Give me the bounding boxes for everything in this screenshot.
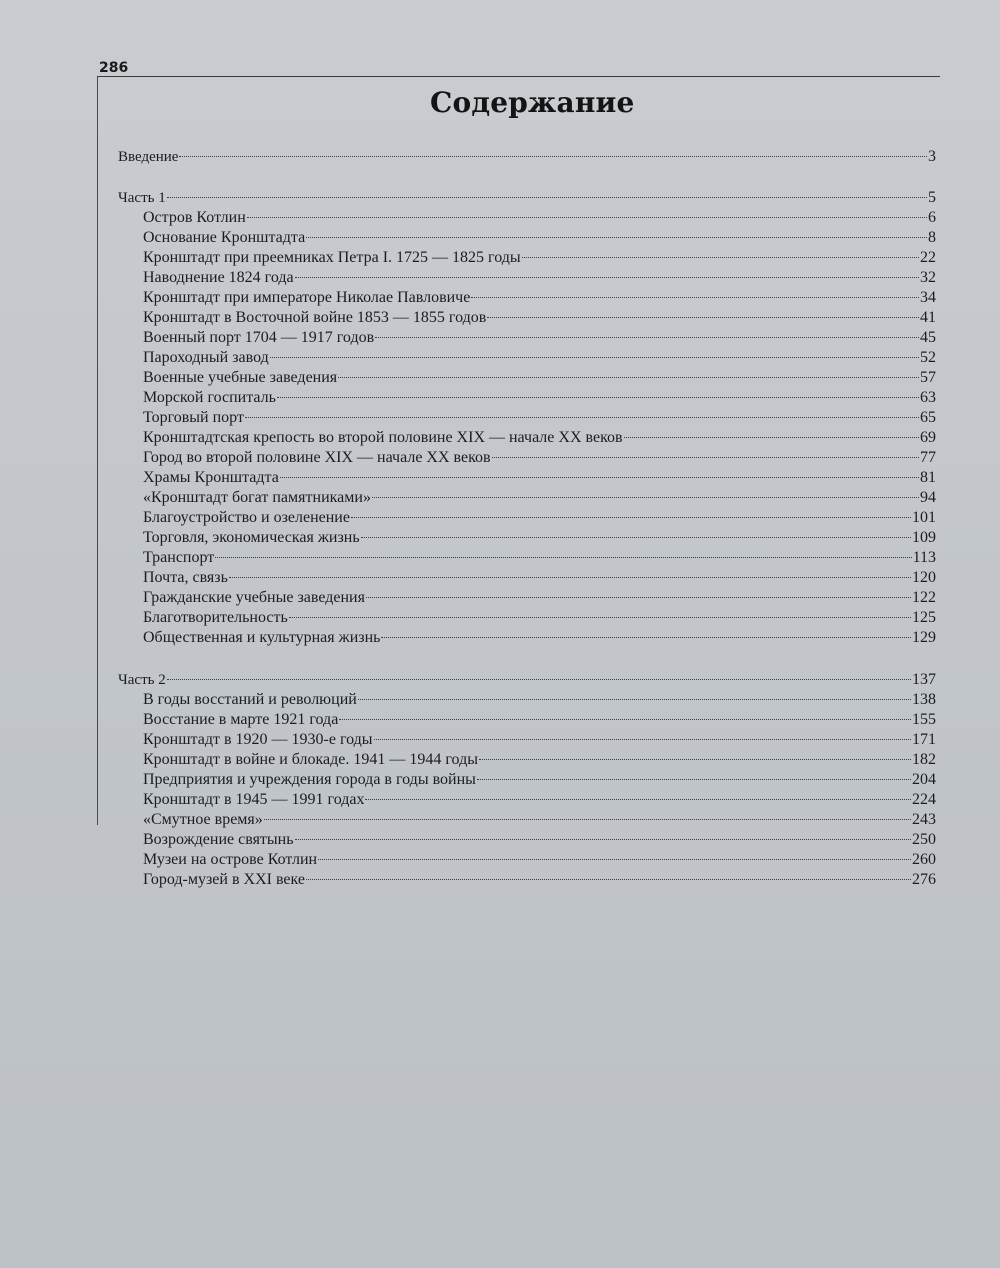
dot-leader xyxy=(361,537,911,538)
toc-entry xyxy=(143,548,936,568)
dot-leader xyxy=(338,377,919,378)
toc-entry xyxy=(143,710,936,730)
toc-entry xyxy=(143,328,936,348)
toc-entry-title: Возрождение святынь xyxy=(143,831,294,848)
page-title: Содержание xyxy=(430,86,635,119)
toc-entry-page: 120 xyxy=(912,569,936,586)
toc-entry-title: Гражданские учебные заведения xyxy=(143,589,365,606)
toc-entry xyxy=(143,870,936,890)
toc-entry xyxy=(143,308,936,328)
toc-entry-page: 63 xyxy=(920,389,936,406)
toc-entry xyxy=(143,628,936,648)
toc-entry xyxy=(143,730,936,750)
dot-leader xyxy=(522,257,919,258)
margin-rule xyxy=(97,77,98,825)
toc-entry xyxy=(143,488,936,508)
toc-entry-page: 3 xyxy=(928,148,936,165)
toc-entry-page: 122 xyxy=(912,589,936,606)
toc-entry xyxy=(143,568,936,588)
toc-entry-title: Общественная и культурная жизнь xyxy=(143,629,381,646)
dot-leader xyxy=(229,577,911,578)
header-rule xyxy=(97,76,940,77)
toc-entry-title: Часть 1 xyxy=(118,190,166,206)
toc-entry-title: Кронштадт в 1920 — 1930-е годы xyxy=(143,731,373,748)
toc-entry-page: 81 xyxy=(920,469,936,486)
toc-entry-title: Благоустройство и озеленение xyxy=(143,509,350,526)
toc-entry xyxy=(143,830,936,850)
dot-leader xyxy=(295,277,919,278)
dot-leader xyxy=(471,297,919,298)
toc-entry-page: 276 xyxy=(912,871,936,888)
dot-leader xyxy=(280,477,919,478)
toc-entry-title: Кронштадт в войне и блокаде. 1941 — 1944 годы xyxy=(143,751,478,768)
toc-entry-title: Военные учебные заведения xyxy=(143,369,338,386)
toc-entry-title: «Кронштадт богат памятниками» xyxy=(143,489,371,506)
dot-leader xyxy=(358,699,911,700)
dot-leader xyxy=(372,497,919,498)
dot-leader xyxy=(381,637,911,638)
toc-entry xyxy=(143,770,936,790)
toc-entry-page: 8 xyxy=(928,229,936,246)
toc-entry-page: 113 xyxy=(912,549,936,566)
toc-entry-page: 32 xyxy=(920,269,936,286)
toc-entry-page: 204 xyxy=(912,771,936,788)
toc-entry-title: Восстание в марте 1921 года xyxy=(143,711,339,728)
toc-entry-title: Наводнение 1824 года xyxy=(143,269,294,286)
toc-entry-title: Транспорт xyxy=(143,549,215,566)
toc-entry xyxy=(143,810,936,830)
toc-entry-page: 250 xyxy=(912,831,936,848)
toc-entry-page: 22 xyxy=(920,249,936,266)
toc-entry xyxy=(143,228,936,248)
dot-leader xyxy=(365,799,911,800)
dot-leader xyxy=(318,859,911,860)
toc-entry xyxy=(143,448,936,468)
dot-leader xyxy=(375,337,919,338)
toc-entry-title: Почта, связь xyxy=(143,569,228,586)
toc-entry-title: Морской госпиталь xyxy=(143,389,276,406)
toc-entry xyxy=(143,468,936,488)
toc-entry xyxy=(143,528,936,548)
toc-entry xyxy=(143,588,936,608)
toc-entry xyxy=(143,508,936,528)
toc-entry-page: 101 xyxy=(912,509,936,526)
dot-leader xyxy=(167,197,927,198)
toc-entry xyxy=(143,790,936,810)
toc-entry-title: Введение xyxy=(118,149,179,165)
dot-leader xyxy=(295,839,911,840)
dot-leader xyxy=(492,457,919,458)
toc-entry-page: 224 xyxy=(912,791,936,808)
toc-entry xyxy=(143,750,936,770)
toc-entry-page: 5 xyxy=(928,189,936,206)
dot-leader xyxy=(215,557,911,558)
dot-leader xyxy=(624,437,919,438)
toc-entry-title: Остров Котлин xyxy=(143,209,246,226)
dot-leader xyxy=(306,237,927,238)
dot-leader xyxy=(306,879,911,880)
toc-entry-page: 77 xyxy=(920,449,936,466)
toc-entry-page: 94 xyxy=(920,489,936,506)
toc-entry xyxy=(143,608,936,628)
toc-entry xyxy=(143,248,936,268)
toc-entry-title: Предприятия и учреждения города в годы войны xyxy=(143,771,476,788)
toc-entry-page: 34 xyxy=(920,289,936,306)
toc-entry-title: Город во второй половине XIX — начале XX веков xyxy=(143,449,491,466)
dot-leader xyxy=(179,156,927,157)
toc-entry xyxy=(143,368,936,388)
toc-entry-title: Кронштадтская крепость во второй половине XIX — начале XX веков xyxy=(143,429,623,446)
dot-leader xyxy=(167,679,911,680)
toc-entry-page: 260 xyxy=(912,851,936,868)
dot-leader xyxy=(270,357,919,358)
toc-entry-page: 155 xyxy=(912,711,936,728)
dot-leader xyxy=(479,759,911,760)
dot-leader xyxy=(289,617,911,618)
toc-entry-page: 45 xyxy=(920,329,936,346)
toc-entry-page: 182 xyxy=(912,751,936,768)
toc-entry xyxy=(143,850,936,870)
toc-entry-title: Основание Кронштадта xyxy=(143,229,306,246)
toc-entry-page: 41 xyxy=(920,309,936,326)
dot-leader xyxy=(277,397,919,398)
toc-entry-page: 243 xyxy=(912,811,936,828)
dot-leader xyxy=(487,317,919,318)
toc-part-entry xyxy=(118,188,936,208)
toc-entry-page: 57 xyxy=(920,369,936,386)
toc-entry-page: 6 xyxy=(928,209,936,226)
dot-leader xyxy=(245,417,919,418)
toc-part-entry xyxy=(118,670,936,690)
toc-entry-title: Храмы Кронштадта xyxy=(143,469,279,486)
dot-leader xyxy=(247,217,927,218)
toc-entry-page: 125 xyxy=(912,609,936,626)
toc-entry-title: Пароходный завод xyxy=(143,349,269,366)
toc-entry-title: Часть 2 xyxy=(118,672,166,688)
page-number: 286 xyxy=(99,60,129,76)
toc-entry-title: Торговля, экономическая жизнь xyxy=(143,529,360,546)
toc-entry xyxy=(143,408,936,428)
toc-part-entry xyxy=(118,147,936,167)
toc-entry-page: 137 xyxy=(912,671,936,688)
toc-entry xyxy=(143,288,936,308)
toc-entry-page: 69 xyxy=(920,429,936,446)
toc-entry-title: Музеи на острове Котлин xyxy=(143,851,318,868)
toc-entry-title: Город-музей в XXI веке xyxy=(143,871,305,888)
toc-entry-page: 129 xyxy=(912,629,936,646)
toc-entry-page: 109 xyxy=(912,529,936,546)
toc-entry-page: 65 xyxy=(920,409,936,426)
toc-entry-title: Благотворительность xyxy=(143,609,288,626)
toc-entry xyxy=(143,388,936,408)
toc-entry-page: 138 xyxy=(912,691,936,708)
toc-entry-title: Кронштадт при преемниках Петра I. 1725 — 1825 годы xyxy=(143,249,521,266)
toc-entry-page: 52 xyxy=(920,349,936,366)
toc-entry xyxy=(143,428,936,448)
toc-entry xyxy=(143,690,936,710)
toc-entry-title: Военный порт 1704 — 1917 годов xyxy=(143,329,375,346)
dot-leader xyxy=(477,779,911,780)
dot-leader xyxy=(339,719,911,720)
toc-entry-page: 171 xyxy=(912,731,936,748)
toc-entry-title: Кронштадт в Восточной войне 1853 — 1855 годов xyxy=(143,309,487,326)
toc-entry xyxy=(143,348,936,368)
toc-entry-title: В годы восстаний и революций xyxy=(143,691,357,708)
toc-entry xyxy=(143,208,936,228)
toc-entry-title: Торговый порт xyxy=(143,409,244,426)
toc-entry-title: Кронштадт при императоре Николае Павловиче xyxy=(143,289,471,306)
toc-entry xyxy=(143,268,936,288)
dot-leader xyxy=(366,597,911,598)
dot-leader xyxy=(351,517,911,518)
toc-entry-title: «Смутное время» xyxy=(143,811,263,828)
dot-leader xyxy=(264,819,911,820)
toc-entry-title: Кронштадт в 1945 — 1991 годах xyxy=(143,791,365,808)
dot-leader xyxy=(374,739,911,740)
